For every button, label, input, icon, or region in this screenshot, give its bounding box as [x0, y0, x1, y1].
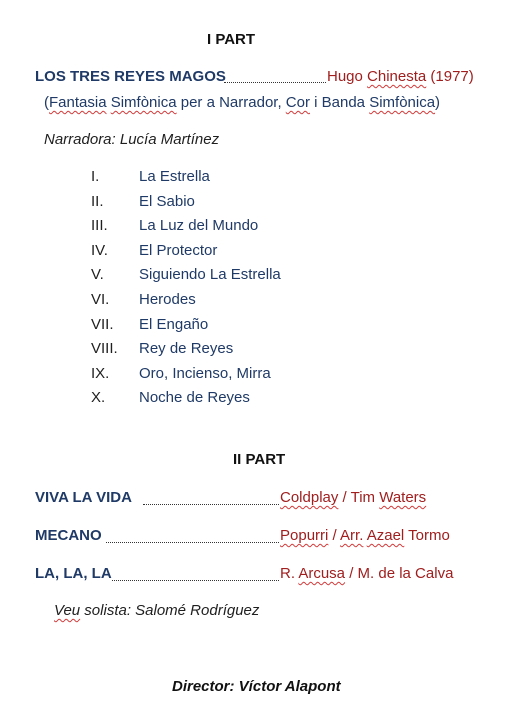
- movement-title: La Estrella: [139, 168, 210, 185]
- movement-number: VIII.: [91, 340, 118, 358]
- credit-mecano: Popurri / Arr. Azael Tormo: [280, 527, 450, 544]
- credit-viva-la-vida: Coldplay / Tim Waters: [280, 489, 427, 506]
- movement-title: Siguiendo La Estrella: [139, 266, 281, 284]
- movement-title: El Sabio: [139, 192, 195, 210]
- credit-la-la-la: R. Arcusa / M. de la Calva: [280, 565, 454, 582]
- movement-number: I.: [91, 168, 100, 185]
- movement-number: VI.: [91, 291, 110, 308]
- composer-credit: Hugo Chinesta (1977): [327, 68, 474, 85]
- part-1-heading: I PART: [207, 31, 256, 48]
- movement-number: X.: [91, 389, 106, 407]
- director-credit: Director: Víctor Alapont: [172, 678, 341, 695]
- leader-dots: [106, 542, 279, 543]
- piece-title-la-la-la: LA, LA, LA: [35, 565, 112, 582]
- movement-number: IX.: [91, 364, 110, 382]
- leader-dots: [143, 504, 279, 505]
- leader-dots: [224, 82, 326, 83]
- narrator-credit: Narradora: Lucía Martínez: [44, 131, 220, 148]
- part-2-heading: II PART: [233, 451, 286, 468]
- movement-title: El Protector: [139, 241, 218, 259]
- movement-number: II.: [91, 192, 104, 210]
- movement-title: La Luz del Mundo: [139, 217, 259, 235]
- soloist-credit: Veu solista: Salomé Rodríguez: [54, 602, 260, 619]
- movement-number: III.: [91, 217, 108, 235]
- movement-number: VII.: [91, 315, 114, 333]
- movement-title: Noche de Reyes: [139, 389, 250, 407]
- movement-title: Rey de Reyes: [139, 340, 234, 358]
- movement-title: Herodes: [139, 291, 196, 308]
- movement-title: El Engaño: [139, 315, 209, 333]
- piece-title-mecano: MECANO: [35, 527, 102, 544]
- leader-dots: [112, 580, 279, 581]
- movement-number: IV.: [91, 241, 108, 259]
- movement-title: Oro, Incienso, Mirra: [139, 364, 271, 382]
- piece-subtitle: (Fantasia Simfònica per a Narrador, Cor i Banda Simfònica): [44, 94, 441, 111]
- movement-number: V.: [91, 266, 104, 284]
- piece-title-viva-la-vida: VIVA LA VIDA: [35, 489, 132, 506]
- piece-title-reyes-magos: LOS TRES REYES MAGOS: [35, 68, 226, 85]
